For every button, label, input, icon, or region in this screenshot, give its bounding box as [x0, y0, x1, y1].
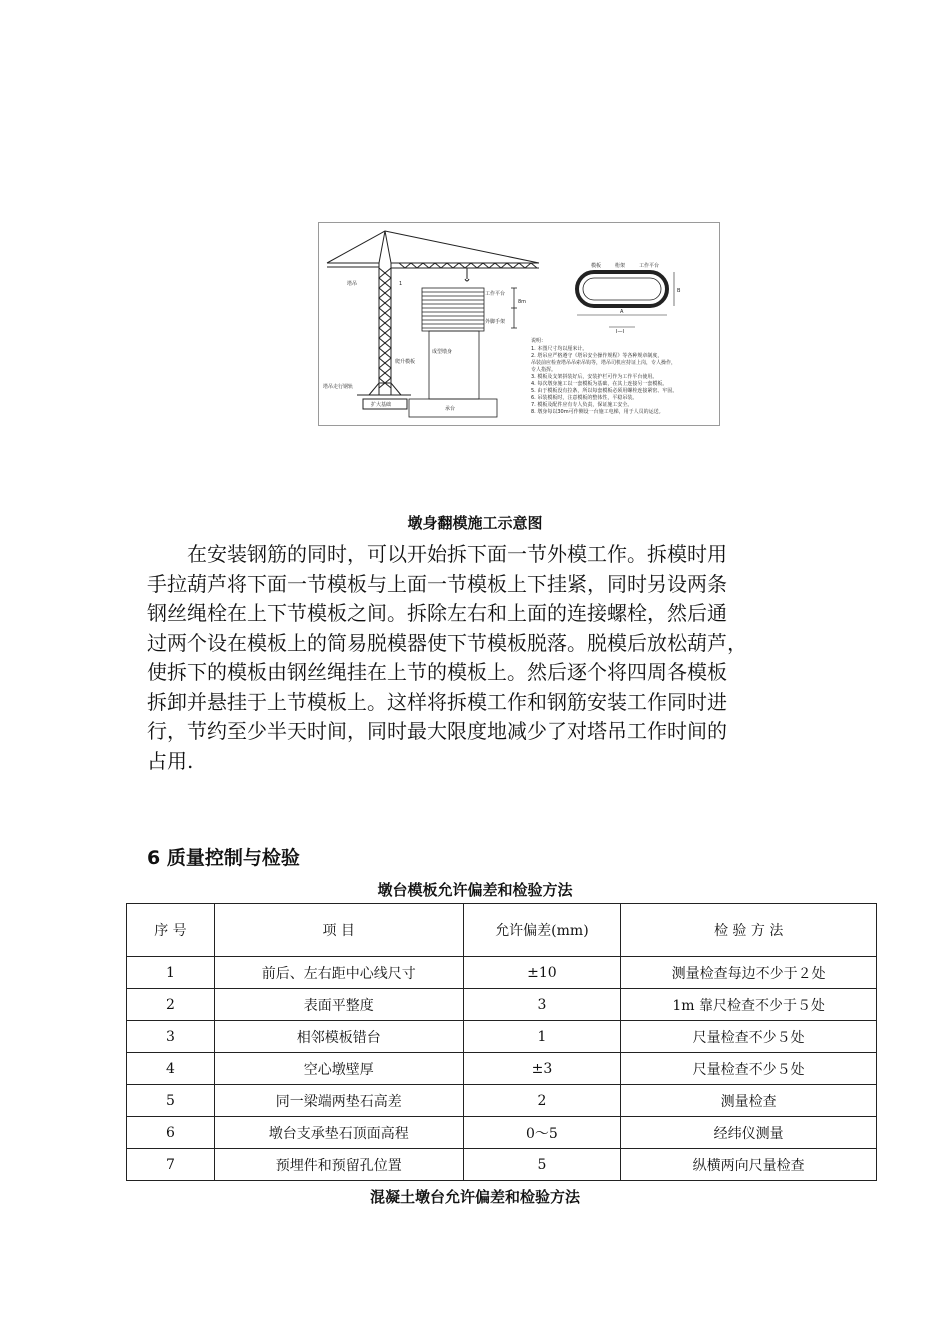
next-table-caption: 混凝土墩台允许偏差和检验方法 [369, 1188, 580, 1206]
note-line: 吊装前应检查塔吊吊索吊钩等，塔吊司机应持证上岗，专人操作， [531, 360, 677, 366]
paragraph-line: 过两个设在模板上的简易脱模器使下节模板脱落。脱模后放松葫芦， [147, 630, 747, 655]
section-heading: 6 质量控制与检验 [147, 847, 300, 869]
note-line: 专人指挥。 [531, 367, 557, 373]
cell-method: 尺量检查不少５处 [621, 1053, 877, 1085]
tolerance-table [126, 903, 877, 1181]
figure-caption: 墩身翻模施工示意图 [407, 514, 543, 532]
cell-method: 测量检查每边不少于２处 [621, 957, 877, 989]
cell-item: 前后、左右距中心线尺寸 [214, 957, 463, 989]
cell-index: 5 [127, 1085, 215, 1117]
body-paragraph [147, 540, 817, 776]
cell-index: 3 [127, 1021, 215, 1053]
label-1: 1 [399, 281, 403, 287]
label-outer-platform: 外脚手架 [485, 319, 506, 325]
cell-tolerance: ±3 [463, 1053, 621, 1085]
cell-method: 1m 靠尺检查不少于５处 [621, 989, 877, 1021]
cell-index: 4 [127, 1053, 215, 1085]
cell-item: 相邻模板错台 [214, 1021, 463, 1053]
cell-tolerance: 5 [463, 1149, 621, 1181]
cell-tolerance: 1 [463, 1021, 621, 1053]
label-section-mark: I—I [616, 329, 624, 335]
note-line: 3. 模板及支架拼装好后，安装护栏可作为工作平台使用。 [531, 374, 658, 380]
note-line: 6. 吊装模板时，注意模板的整体性，平稳吊装。 [531, 395, 638, 401]
cell-tolerance: 2 [463, 1085, 621, 1117]
cell-index: 7 [127, 1149, 215, 1181]
cell-index: 6 [127, 1117, 215, 1149]
label-cap: 承台 [445, 406, 456, 412]
label-dim-b: B [677, 288, 681, 294]
paragraph-line: 手拉葫芦将下面一节模板与上面一节模板上下挂紧，同时另设两条 [147, 571, 727, 596]
note-line: 2. 塔吊应严格遵守《塔吊安全操作规程》等各种规章制度， [531, 353, 663, 359]
label-pier-body: 成型墩身 [432, 349, 453, 355]
paragraph-line: 占用. [147, 748, 194, 773]
paragraph-line: 使拆下的模板由钢丝绳挂在上节的模板上。然后逐个将四周各模板 [147, 660, 727, 684]
cell-method: 测量检查 [621, 1085, 877, 1117]
header-tolerance: 允许偏差(mm) [463, 904, 621, 957]
table-row [127, 1053, 877, 1085]
table-row [127, 1085, 877, 1117]
paragraph-line: 拆卸并悬挂于上节模板上。这样将拆模工作和钢筋安装工作同时进 [147, 689, 727, 714]
table-row [127, 1117, 877, 1149]
label-climb-formwork: 爬升模板 [395, 359, 416, 365]
label-formwork: 模板 [591, 263, 602, 269]
label-work-platform: 工作平台 [485, 291, 506, 297]
cell-method: 尺量检查不少５处 [621, 1021, 877, 1053]
paragraph-line: 行，节约至少半天时间，同时最大限度地减少了对塔吊工作时间的 [147, 719, 727, 743]
cell-tolerance: 0～5 [463, 1117, 621, 1149]
table-row [127, 989, 877, 1021]
cell-tolerance: ±10 [463, 957, 621, 989]
cell-method: 纵横两向尺量检查 [621, 1149, 877, 1181]
paragraph-line: 钢丝绳栓在上下节模板之间。拆除左右和上面的连接螺栓，然后通 [147, 601, 727, 625]
paragraph-line: 在安装钢筋的同时，可以开始拆下面一节外模工作。拆模时用 [187, 542, 727, 566]
header-method: 检 验 方 法 [621, 904, 877, 957]
table-row [127, 957, 877, 989]
label-dim-side: 8m [518, 299, 527, 305]
note-line: 5. 由于模板没有拉条，所以每套模板必须用螺栓连接紧密、牢固。 [531, 388, 678, 394]
cell-index: 2 [127, 989, 215, 1021]
note-line: 4. 每次墩身施工以一套模板为基础，在其上连接另一套模板。 [531, 381, 668, 387]
cell-index: 1 [127, 957, 215, 989]
cell-item: 同一梁端两垫石高差 [214, 1085, 463, 1117]
cell-item: 墩台支承垫石顶面高程 [214, 1117, 463, 1149]
label-dim-a: A [620, 309, 624, 315]
header-index: 序 号 [127, 904, 215, 957]
cell-tolerance: 3 [463, 989, 621, 1021]
notes-title: 说明： [531, 338, 547, 344]
note-line: 1. 本图尺寸均以厘米计。 [531, 346, 588, 352]
note-line: 8. 墩身每以30m可作侧设一台施工电梯，用于人员的运送。 [531, 409, 664, 415]
label-scaffold: 桁架 [615, 263, 626, 269]
label-rail-track: 塔吊走行钢轨 [323, 384, 354, 390]
note-line: 7. 模板及配件应有专人负责，保证施工安全。 [531, 402, 633, 408]
cell-item: 表面平整度 [214, 989, 463, 1021]
formwork-stack [409, 288, 517, 417]
label-platform: 工作平台 [639, 263, 660, 269]
cell-method: 经纬仪测量 [621, 1117, 877, 1149]
figure-notes [531, 337, 677, 415]
label-tower-crane: 塔吊 [347, 281, 358, 287]
table-header-row [127, 904, 877, 957]
table-row [127, 1149, 877, 1181]
table-caption: 墩台模板允许偏差和检验方法 [377, 881, 573, 899]
table-row [127, 1021, 877, 1053]
label-foundation: 扩大基础 [371, 402, 392, 408]
cell-item: 空心墩壁厚 [214, 1053, 463, 1085]
cell-item: 预埋件和预留孔位置 [214, 1149, 463, 1181]
header-item: 项 目 [214, 904, 463, 957]
construction-diagram [318, 222, 720, 426]
section-view [577, 272, 674, 327]
